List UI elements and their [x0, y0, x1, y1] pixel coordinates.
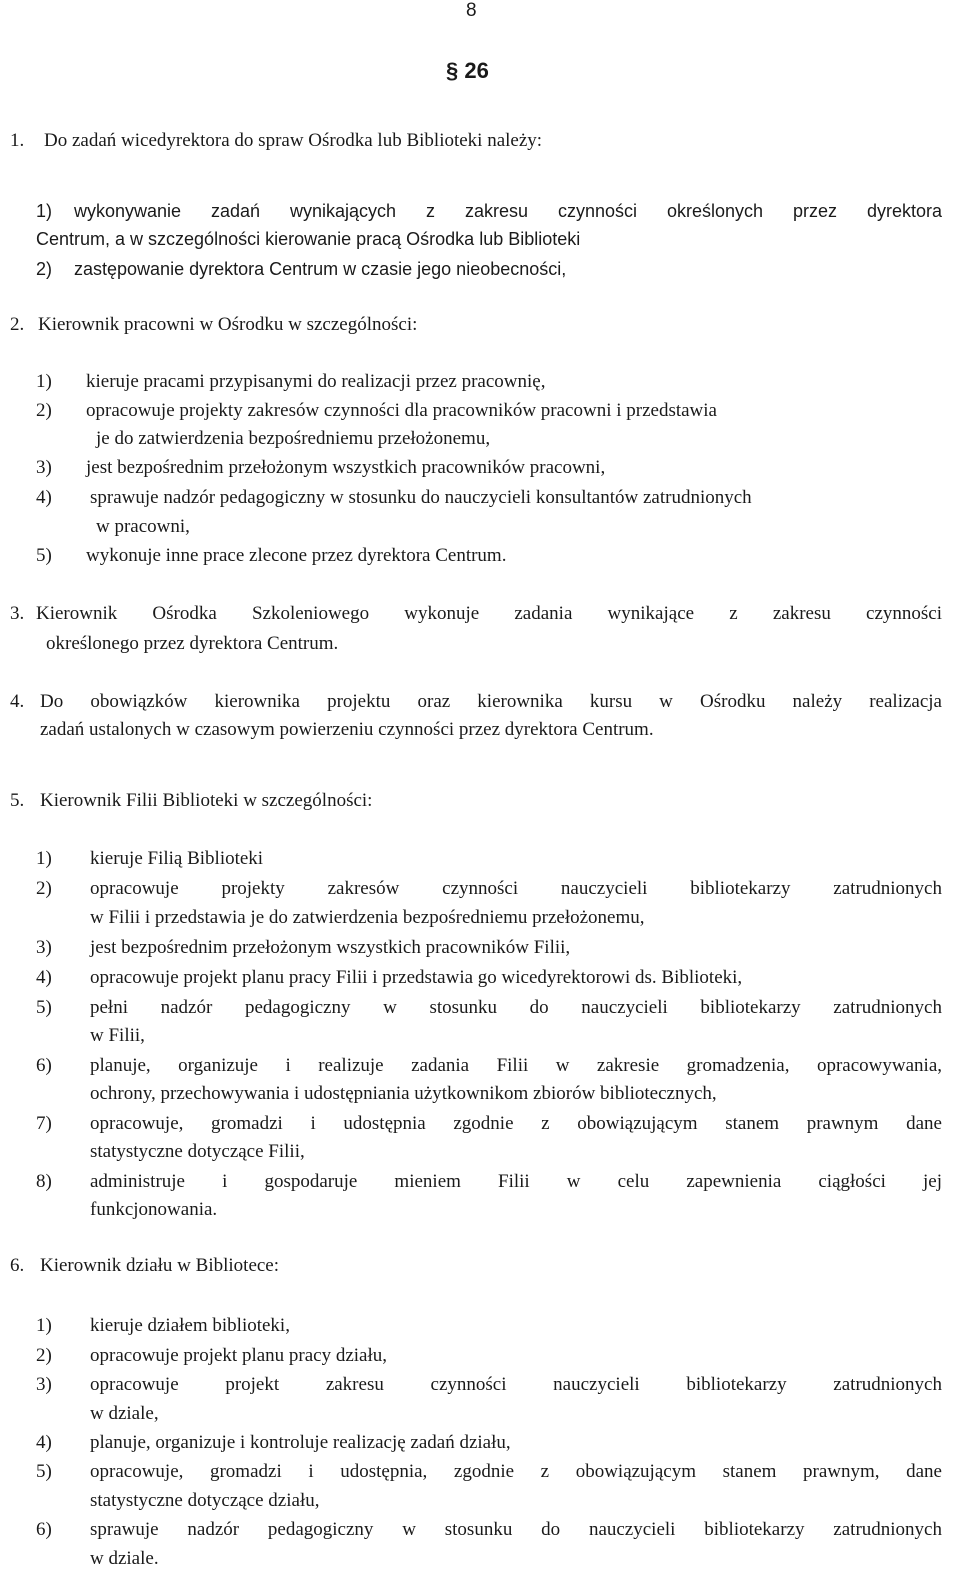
item-text-line: administruje i gospodaruje mieniem Filii w celu zapewnienia ciągłości jej: [90, 1171, 942, 1192]
item-text-line: kieruje Filią Biblioteki: [90, 848, 264, 869]
item-number: 5): [36, 1461, 52, 1482]
item-number: 7): [36, 1113, 52, 1134]
item-text-line: opracowuje, gromadzi i udostępnia, zgodnie z obowiązującym stanem prawnym, dane: [90, 1461, 942, 1482]
item-number: 1): [36, 1315, 52, 1336]
section-text-line: Kierownik Ośrodka Szkoleniowego wykonuje zadania wynikające z zakresu czynności: [36, 603, 942, 624]
item-text-line: planuje, organizuje i realizuje zadania Filii w zakresie gromadzenia, opracowywania,: [90, 1055, 942, 1076]
item-text-line: opracowuje projekt planu pracy Filii i przedstawia go wicedyrektorowi ds. Biblioteki,: [90, 967, 743, 988]
item-text-line: pełni nadzór pedagogiczny w stosunku do nauczycieli bibliotekarzy zatrudnionych: [90, 997, 942, 1018]
item-number: 2): [36, 400, 52, 421]
section-text: Do zadań wicedyrektora do spraw Ośrodka lub Biblioteki należy:: [44, 130, 543, 151]
section-text-line: określonego przez dyrektora Centrum.: [46, 633, 339, 654]
item-text-line: opracowuje projekty zakresów czynności dla pracowników pracowni i przedstawia: [86, 400, 717, 421]
item-text-line: opracowuje projekt zakresu czynności nauczycieli bibliotekarzy zatrudnionych: [90, 1374, 942, 1395]
item-number: 3): [36, 457, 52, 478]
item-text-line: jest bezpośrednim przełożonym wszystkich pracowników pracowni,: [86, 457, 606, 478]
item-number: 3): [36, 937, 52, 958]
section-number: 1.: [10, 130, 25, 151]
item-number: 4): [36, 487, 52, 508]
item-text-line: statystyczne dotyczące Filii,: [90, 1141, 305, 1162]
section-number: 3.: [10, 603, 25, 624]
item-number: 8): [36, 1171, 52, 1192]
item-text-line: jest bezpośrednim przełożonym wszystkich pracowników Filii,: [90, 937, 571, 958]
section-number: 4.: [10, 691, 25, 712]
item-text-line: kieruje pracami przypisanymi do realizacji przez pracownię,: [86, 371, 546, 392]
item-text-line: wykonuje inne prace zlecone przez dyrektora Centrum.: [86, 545, 507, 566]
item-text-line: statystyczne dotyczące działu,: [90, 1490, 320, 1511]
section-number: 6.: [10, 1255, 25, 1276]
item-text-line: kieruje działem biblioteki,: [90, 1315, 290, 1336]
item-number: 4): [36, 1432, 52, 1453]
item-text-line: w pracowni,: [96, 516, 190, 537]
section-text: Kierownik Filii Biblioteki w szczególności:: [40, 790, 373, 811]
section-text-line: zadań ustalonych w czasowym powierzeniu czynności przez dyrektora Centrum.: [40, 719, 654, 740]
section-text-line: Do obowiązków kierownika projektu oraz kierownika kursu w Ośrodku należy realizacja: [40, 691, 942, 712]
item-text-line: Centrum, a w szczególności kierowanie pracą Ośrodka lub Biblioteki: [36, 229, 581, 249]
item-text-line: planuje, organizuje i kontroluje realizację zadań działu,: [90, 1432, 511, 1453]
section-text: Kierownik działu w Bibliotece:: [40, 1255, 280, 1276]
item-number: 4): [36, 967, 52, 988]
item-text-line: ochrony, przechowywania i udostępniania użytkownikom zbiorów bibliotecznych,: [90, 1083, 717, 1104]
item-text-line: w Filii,: [90, 1025, 145, 1046]
item-text-line: sprawuje nadzór pedagogiczny w stosunku do nauczycieli bibliotekarzy zatrudnionych: [90, 1519, 942, 1540]
item-text-line: funkcjonowania.: [90, 1199, 218, 1220]
item-text-line: opracowuje projekt planu pracy działu,: [90, 1345, 388, 1366]
item-number: 1): [36, 848, 52, 869]
paragraph-heading: § 26: [446, 58, 489, 83]
item-text-line: zastępowanie dyrektora Centrum w czasie jego nieobecności,: [74, 259, 567, 279]
section-number: 2.: [10, 314, 25, 335]
section-text: Kierownik pracowni w Ośrodku w szczególności:: [38, 314, 418, 335]
item-text-line: opracowuje, gromadzi i udostępnia zgodnie z obowiązującym stanem prawnym dane: [90, 1113, 942, 1134]
item-text-line: opracowuje projekty zakresów czynności nauczycieli bibliotekarzy zatrudnionych: [90, 878, 942, 899]
item-text-line: w dziale.: [90, 1548, 159, 1569]
item-number: 6): [36, 1055, 52, 1076]
page-number: 8: [466, 0, 477, 21]
item-number: 2): [36, 1345, 52, 1366]
item-number: 2): [36, 878, 52, 899]
item-text-line: wykonywanie zadań wynikających z zakresu czynności określonych przez dyrektora: [74, 201, 942, 221]
item-number: 2): [36, 259, 53, 279]
item-text-line: sprawuje nadzór pedagogiczny w stosunku do nauczycieli konsultantów zatrudnionych: [90, 487, 752, 508]
item-text-line: w dziale,: [90, 1403, 159, 1424]
item-number: 6): [36, 1519, 52, 1540]
item-number: 3): [36, 1374, 52, 1395]
section-number: 5.: [10, 790, 25, 811]
item-number: 5): [36, 545, 52, 566]
item-text-line: je do zatwierdzenia bezpośredniemu przełożonemu,: [96, 428, 491, 449]
item-number: 5): [36, 997, 52, 1018]
item-number: 1): [36, 371, 52, 392]
item-number: 1): [36, 201, 53, 221]
item-text-line: w Filii i przedstawia je do zatwierdzenia bezpośredniemu przełożonemu,: [90, 907, 645, 928]
